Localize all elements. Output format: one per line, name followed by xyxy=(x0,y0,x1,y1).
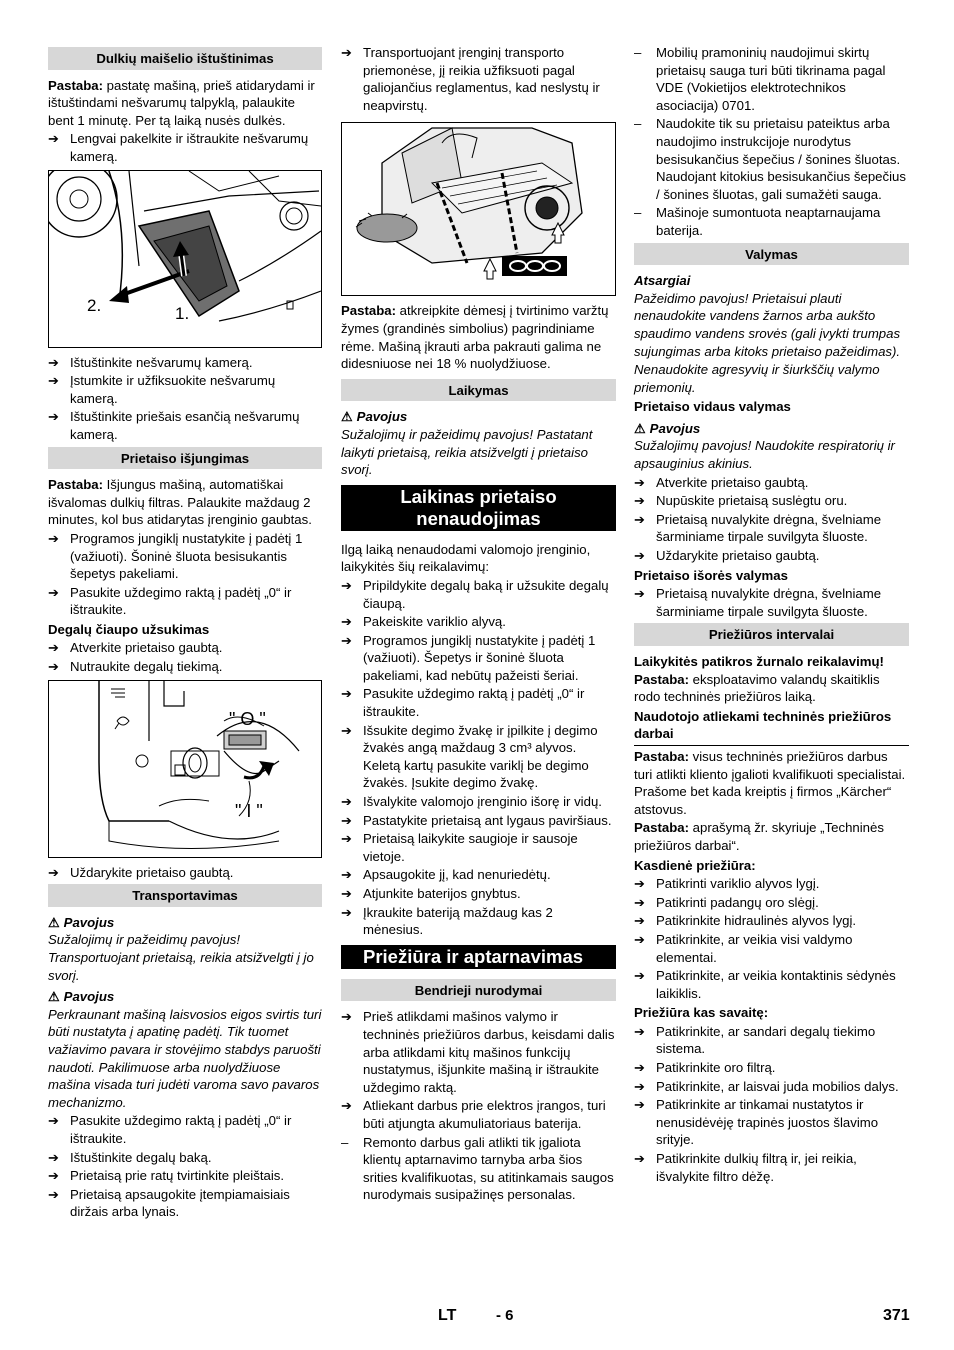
chapter-heading-maintenance: Priežiūra ir aptarnavimas xyxy=(341,945,616,969)
list-item: – Remonto darbus gali atlikti tik įgaliota klientų aptarnavimo tarnyba arba šios srities kvalifikuotas, su atitinkamais saugos nurodymais susipažinęs personalas. xyxy=(341,1134,614,1203)
section-heading-intervals: Priežiūros intervalai xyxy=(634,623,909,646)
list-item: ➔ Nutraukite degalų tiekimą. xyxy=(48,659,223,675)
switch-label-i: " I " xyxy=(235,800,263,821)
column-1 xyxy=(48,44,322,1222)
arrow-icon: ➔ xyxy=(48,1113,59,1129)
list-item: ➔ Prietaisą nuvalykite drėgna, švelniame šarminiame tirpale suvilgyta šluoste. xyxy=(634,511,882,545)
caution-heading: Atsargiai xyxy=(634,273,691,289)
arrow-icon: ➔ xyxy=(341,45,352,60)
list-item: – Mašinoje sumontuota neaptarnaujama baterija. xyxy=(634,205,881,238)
warning-icon: ⚠ xyxy=(48,989,60,1005)
column-2 xyxy=(341,44,616,1205)
footer-page-local: - 6 xyxy=(496,1307,514,1324)
warning-text: Sužalojimų pavojus! Naudokite respiratorių ir apsauginius akinius. xyxy=(634,438,895,472)
warning-heading: ⚠ Pavojus xyxy=(341,409,408,425)
list-item: ➔ Pasukite uždegimo raktą į padėtį „0“ ir ištraukite. xyxy=(48,584,292,618)
arrow-icon: ➔ xyxy=(341,722,352,738)
list-item: ➔ Patikrinkite, ar veikia visi valdymo elementai. xyxy=(634,931,853,965)
subheading-exterior-cleaning: Prietaiso išorės valymas xyxy=(634,567,788,583)
dash-marker: – xyxy=(634,116,642,132)
list-item: ➔ Atjunkite baterijos gnybtus. xyxy=(341,886,521,901)
list-item: ➔ Atverkite prietaiso gaubtą. xyxy=(48,640,223,656)
arrow-icon: ➔ xyxy=(634,1060,645,1076)
list-item: ➔ Patikrinti padangų oro slėgį. xyxy=(634,894,819,910)
arrow-icon: ➔ xyxy=(48,584,59,600)
arrow-icon: ➔ xyxy=(634,474,645,490)
list-item: ➔ Ištuštinkite degalų baką. xyxy=(48,1149,212,1165)
section-heading-storage: Laikymas xyxy=(341,379,616,402)
list-item: ➔ Programos jungiklį nustatykite į padėtį 1 (važiuoti). Šoninė šluota besisukantis šepetys pakeliami. xyxy=(48,530,303,582)
arrow-icon: ➔ xyxy=(48,1186,59,1202)
warning-heading: ⚠ Pavojus xyxy=(48,914,115,930)
arrow-icon: ➔ xyxy=(341,904,352,920)
list-item: ➔ Pakeiskite variklio alyvą. xyxy=(341,614,506,630)
arrow-icon: ➔ xyxy=(341,812,352,828)
arrow-icon: ➔ xyxy=(48,1168,59,1184)
subheading-daily: Kasdienė priežiūra: xyxy=(634,857,756,873)
warning-heading: ⚠ Pavojus xyxy=(48,989,115,1005)
arrow-icon: ➔ xyxy=(341,886,352,901)
section-heading-shutdown: Prietaiso išjungimas xyxy=(48,447,322,470)
section-heading-cleaning: Valymas xyxy=(634,243,909,266)
arrow-icon: ➔ xyxy=(48,409,59,425)
list-item: – Naudokite tik su prietaisu pateiktus arba naudojimo instrukcijoje nurodytus besisukančius šepečius / šonines šluotas. Naudojant kitokius besisukančius šepečius / šonines šluotas, gali sumažėti sauga. xyxy=(634,116,906,202)
list-item: ➔ Atverkite prietaiso gaubtą. xyxy=(634,474,809,490)
list-item: ➔ Prietaisą apsaugokite įtempiamaisiais diržais arba lynais. xyxy=(48,1186,290,1220)
warning-icon: ⚠ xyxy=(48,914,60,930)
warning-icon: ⚠ xyxy=(634,420,646,436)
figure-label-1: 1. xyxy=(175,303,190,323)
warning-text: Sužalojimų ir pažeidimų pavojus! Pastatant laikyti prietaisą, reikia atsižvelgti į prietaiso svorį. xyxy=(341,426,593,478)
list-item: ➔ Atliekant darbus prie elektros įrangos, turi būti atjungta akumuliatoriaus baterija. xyxy=(341,1098,606,1131)
list-item: ➔ Ištuštinkite priešais esančią nešvarumų kamerą. xyxy=(48,409,300,442)
dash-marker: – xyxy=(634,205,642,221)
list-item: ➔ Prietaisą prie ratų tvirtinkite pleištais. xyxy=(48,1168,285,1184)
list-item: – Mobilių pramoninių naudojimui skirtų prietaisų sauga turi būti tikrinama pagal VDE (Vokietijos elektrotechnikos asociacija) 0701. xyxy=(634,45,886,113)
list-item: ➔ Patikrinkite, ar veikia kontaktinis sėdynės laikiklis. xyxy=(634,968,896,1001)
arrow-icon: ➔ xyxy=(341,614,352,630)
arrow-icon: ➔ xyxy=(634,876,645,892)
warning-icon: ⚠ xyxy=(341,409,353,425)
list-item: ➔ Patikrinkite hidraulinės alyvos lygį. xyxy=(634,913,857,929)
footer-page-number: 371 xyxy=(883,1307,910,1324)
arrow-icon: ➔ xyxy=(634,1078,645,1094)
note-tiedown: Pastaba: atkreipkite dėmesį į tvirtinimo varžtų žymes (grandinės simbolius) pagrindiniame rėme. Mašiną įkrauti arba pakrauti galima ne didesniuose nei 18 % nuolydžiuose. xyxy=(341,303,609,372)
list-item: ➔ Pasukite uždegimo raktą į padėtį „0“ ir ištraukite. xyxy=(341,686,585,720)
arrow-icon: ➔ xyxy=(634,586,645,602)
subheading-fuel-valve: Degalų čiaupo užsukimas xyxy=(48,621,210,637)
note-dust-bag: Pastaba: pastatę mašiną, prieš atidarydami ir ištuštindami nešvarumų talpyklą, palaukite bent 1 minutę. Per tą laiką nusės dulkės. xyxy=(48,77,315,128)
list-item: ➔ Apsaugokite jį, kad nenuriedėtų. xyxy=(341,867,551,883)
list-item: ➔ Prieš atlikdami mašinos valymo ir techninės priežiūros darbus, keisdami dalis arba atlikdami kitų mašinos funkcijų nustatymus, išjunkite mašiną ir ištraukite uždegimo raktą. xyxy=(341,1009,615,1095)
list-item: ➔ Patikrinkite ar tinkamai nustatytos ir nenusidėvėję trapinės juostos šlavimo srityje. xyxy=(634,1097,879,1148)
list-item: ➔ Įstumkite ir užfiksuokite nešvarumų kamerą. xyxy=(48,373,276,406)
chapter-heading-temporary-nonuse: Laikinas prietaiso nenaudojimas xyxy=(341,485,616,531)
list-item: ➔ Patikrinkite oro filtrą. xyxy=(634,1060,776,1076)
list-item: ➔ Uždarykite prietaiso gaubtą. xyxy=(634,548,820,564)
arrow-icon: ➔ xyxy=(48,354,59,370)
list-item: ➔ Prietaisą nuvalykite drėgna, švelniame šarminiame tirpale suvilgyta šluoste. xyxy=(634,586,882,619)
note-hour-meter: Pastaba: eksploatavimo valandų skaitiklis rodo techninės priežiūros laiką. xyxy=(634,671,880,705)
list-item: ➔ Nupūskite prietaisą suslėgtu oru. xyxy=(634,493,848,509)
subheading-interior-cleaning: Prietaiso vidaus valymas xyxy=(634,399,791,415)
arrow-icon: ➔ xyxy=(341,867,352,883)
arrow-icon: ➔ xyxy=(634,1151,645,1167)
list-item: ➔ Uždarykite prietaiso gaubtą. xyxy=(48,864,234,880)
fuel-valve-illustration xyxy=(49,681,321,857)
list-item: ➔ Pasukite uždegimo raktą į padėtį „0“ ir ištraukite. xyxy=(48,1113,292,1146)
machine-tiedown-illustration xyxy=(342,123,615,295)
section-heading-dust-bag: Dulkių maišelio ištuštinimas xyxy=(48,47,322,70)
column-3 xyxy=(634,44,909,1186)
arrow-icon: ➔ xyxy=(634,913,645,929)
arrow-icon: ➔ xyxy=(48,864,59,880)
list-item: ➔ Patikrinkite, ar laisvai juda mobilios dalys. xyxy=(634,1078,899,1094)
arrow-icon: ➔ xyxy=(48,1149,59,1165)
list-item: ➔ Transportuojant įrenginį transporto priemonėse, jį reikia užfiksuoti pagal galiojančius reglamentus, kad neslystų ir neapvirstų. xyxy=(341,45,600,113)
arrow-icon: ➔ xyxy=(634,968,645,984)
list-item: ➔ Išvalykite valomojo įrenginio išorę ir vidų. xyxy=(341,794,602,810)
arrow-icon: ➔ xyxy=(341,831,352,847)
arrow-icon: ➔ xyxy=(634,548,645,564)
list-item: ➔ Patikrinkite, ar sandari degalų tiekimo sistema. xyxy=(634,1023,876,1057)
list-item: ➔ Pripildykite degalų baką ir užsukite degalų čiaupą. xyxy=(341,577,609,611)
dash-marker: – xyxy=(341,1134,349,1150)
logbook-notice: Laikykitės patikros žurnalo reikalavimų! xyxy=(634,654,884,669)
arrow-icon: ➔ xyxy=(341,686,352,702)
arrow-icon: ➔ xyxy=(341,794,352,810)
arrow-icon: ➔ xyxy=(634,1097,645,1113)
arrow-icon: ➔ xyxy=(48,640,59,656)
figure-dust-chamber xyxy=(48,170,322,348)
section-heading-transport: Transportavimas xyxy=(48,884,322,907)
caution-text: Pažeidimo pavojus! Prietaisui plauti nenaudokite vandens žarnos arba aukšto spaudimo vandens srovės (gali įvykti trumpas sujungimas arba kitoks prietaiso pažeidimas). xyxy=(634,290,901,359)
arrow-icon: ➔ xyxy=(341,632,352,648)
arrow-icon: ➔ xyxy=(341,1009,352,1025)
subheading-weekly: Priežiūra kas savaitę: xyxy=(634,1005,769,1021)
arrow-icon: ➔ xyxy=(48,659,59,675)
list-item: ➔ Įkraukite bateriją maždaug kas 2 mėnesius. xyxy=(341,904,553,938)
note-qualified-staff: Pastaba: visus techninės priežiūros darbus turi atlikti kliento įgalioti kvalifikuoti specialistai. Prašome bet kada kreiptis į firmos „Kärcher“ atstovus. xyxy=(634,748,906,817)
switch-label-o: " O " xyxy=(229,708,266,729)
dash-marker: – xyxy=(634,45,642,60)
note-see-chapter: Pastaba: aprašymą žr. skyriuje „Techninės priežiūros darbai“. xyxy=(634,820,884,853)
arrow-icon: ➔ xyxy=(634,493,645,509)
subheading-user-maintenance: Naudotojo atliekami techninės priežiūros darbai xyxy=(634,708,909,746)
warning-text: Sužalojimų ir pažeidimų pavojus! Transportuojant prietaisą, reikia atsižvelgti į jo svorį. xyxy=(48,932,314,983)
list-item: ➔ Programos jungiklį nustatykite į padėtį 1 (važiuoti). Šepetys ir šoninė šluota pakeliami, kad nebūtų pažeisti šeriai. xyxy=(341,632,596,683)
arrow-icon: ➔ xyxy=(48,131,59,147)
list-item: ➔ Prietaisą laikykite saugioje ir sausoje vietoje. xyxy=(341,831,578,864)
list-item: ➔ Ištuštinkite nešvarumų kamerą. xyxy=(48,354,253,370)
section-heading-general: Bendrieji nurodymai xyxy=(341,979,616,1002)
arrow-icon: ➔ xyxy=(48,530,59,546)
arrow-icon: ➔ xyxy=(341,577,352,593)
list-item: ➔ Patikrinkite dulkių filtrą ir, jei reikia, išvalykite filtro dėžę. xyxy=(634,1151,857,1184)
arrow-icon: ➔ xyxy=(634,511,645,527)
arrow-icon: ➔ xyxy=(341,1098,352,1114)
arrow-icon: ➔ xyxy=(634,894,645,910)
note-shutdown: Pastaba: Išjungus mašiną, automatiškai išvalomas dulkių filtras. Palaukite maždaug 2 minutes, kol bus atidarytas įrenginio gaubtas. xyxy=(48,477,312,528)
arrow-icon: ➔ xyxy=(634,931,645,947)
arrow-icon: ➔ xyxy=(48,373,59,389)
footer-language: LT xyxy=(438,1307,457,1324)
list-item: ➔ Lengvai pakelkite ir ištraukite nešvarumų kamerą. xyxy=(48,131,309,164)
list-item: ➔ Išsukite degimo žvakę ir įpilkite į degimo žvakės angą maždaug 3 cm³ alyvos. Keletą kartų pasukite variklį be degimo žvakės. Įsukite degimo žvakę. xyxy=(341,722,598,791)
figure-machine-tiedown xyxy=(341,122,616,296)
warning-heading: ⚠ Pavojus xyxy=(634,420,701,436)
figure-label-2: 2. xyxy=(87,295,102,315)
figure-fuel-valve xyxy=(48,680,322,858)
list-item: ➔ Pastatykite prietaisą ant lygaus paviršiaus. xyxy=(341,812,612,828)
intro-text: Ilgą laiką nenaudodami valomojo įrenginio, laikykitės šių reikalavimų: xyxy=(341,541,591,575)
arrow-icon: ➔ xyxy=(634,1023,645,1039)
caution-text-2: Nenaudokite agresyvių ir šiurkščių valymo priemonių. xyxy=(634,362,880,395)
list-item: ➔ Patikrinti variklio alyvos lygį. xyxy=(634,876,820,892)
warning-text: Perkraunant mašiną laisvosios eigos svirtis turi būti nustatyta į apatinę padėtį. Tik tuomet važiavimo pavara ir stovėjimo stabdys paruošti naudoti. Pakilimuose arba nuolydžiuose mašina visada turi judėti varoma savo pavaros mechanizmo. xyxy=(48,1006,322,1110)
